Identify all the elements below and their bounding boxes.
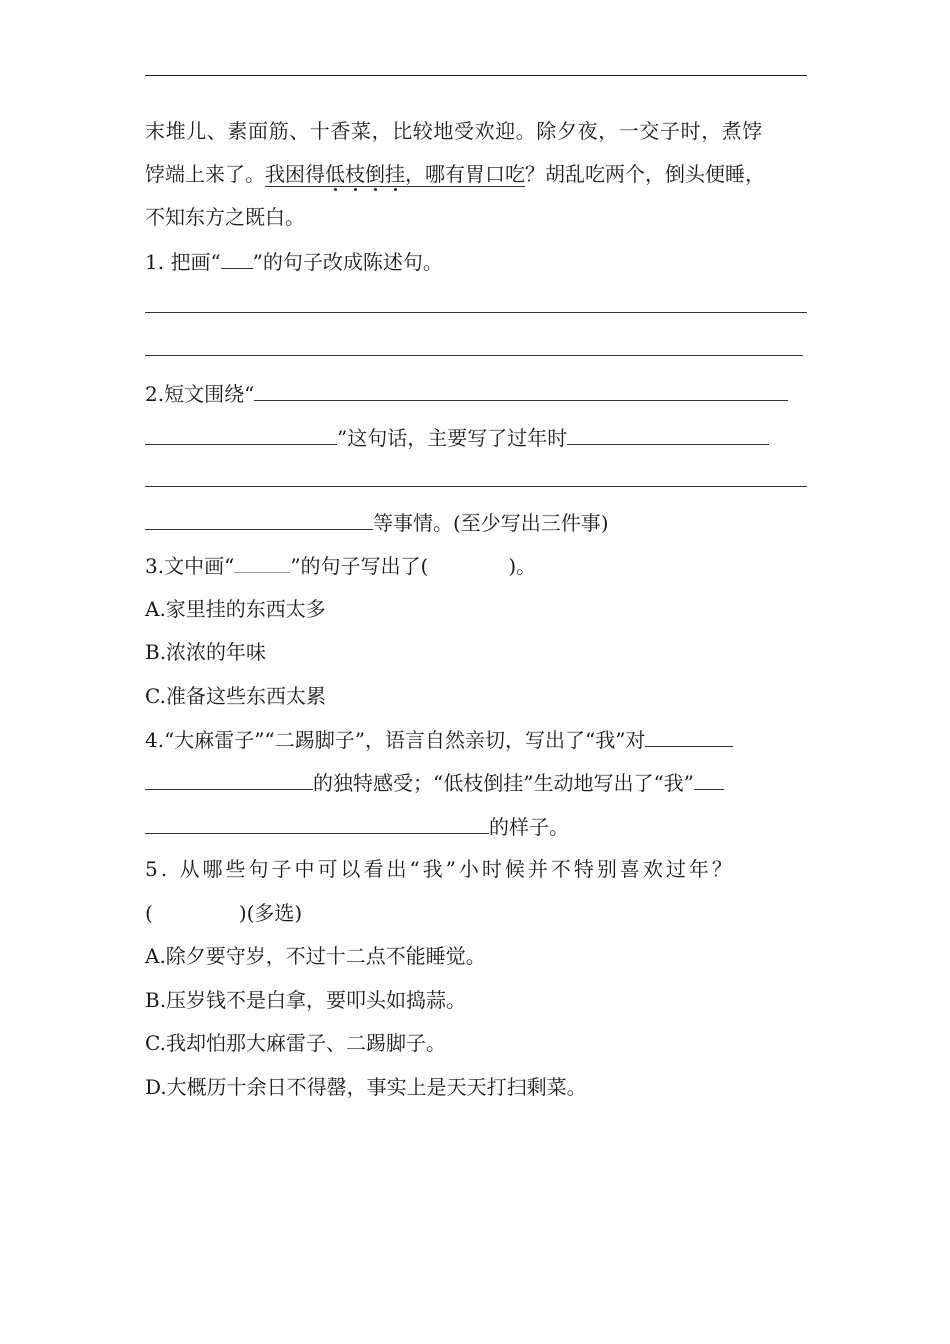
question-2-text-b: ”这句话，主要写了过年时 [337,426,568,450]
passage-line-3-text: 不知东方之既白。 [145,205,305,229]
answer-line-2d[interactable] [145,486,807,487]
question-3-option-b: B.浓浓的年味 [145,640,267,664]
question-5-option-b: B.压岁钱不是白拿，要叩头如捣蒜。 [145,988,467,1012]
answer-blank-2e[interactable] [145,507,373,530]
question-5-option-c: C.我却怕那大麻雷子、二踢脚子。 [145,1031,446,1055]
question-4-line-2 [145,767,807,798]
question-4-line-1 [145,724,807,755]
question-5-option-a: A.除夕要守岁，不过十二点不能睡觉。 [145,944,486,968]
question-2-text-a: 2.短文围绕“ [145,382,255,406]
question-5-text-a: 5. 从哪些句子中可以看出“我”小时候并不特别喜欢过年？ [145,857,735,881]
question-3 [145,550,807,581]
top-rule [145,75,807,76]
passage-line-2 [145,159,807,189]
underline-sample [234,550,290,573]
question-5-option-d: D.大概历十余日不得罄，事实上是天天打扫剩菜。 [145,1075,587,1099]
question-3-option-a: A.家里挂的东西太多 [145,597,326,621]
answer-blank-4c[interactable] [694,767,724,790]
question-3-text-c: )。 [508,554,537,578]
emphasis-char: 挂 [385,162,405,186]
passage-line-2-start: 饽端上来了。 [145,162,265,186]
question-4-line-3 [145,811,807,842]
underlined-sentence: 我困得低枝倒挂，哪有胃口吃 [265,162,525,186]
question-2-line-4 [145,507,807,538]
underline-sample [221,246,253,269]
passage-line-2-end: ？胡乱吃两个，倒头便睡， [525,162,765,186]
question-2-text-c: 等事情。(至少写出三件事) [373,511,609,535]
answer-blank-4a[interactable] [645,724,733,747]
answer-line-1b[interactable] [145,355,803,356]
question-2-line-2 [145,422,807,453]
question-1-text-a: 1. 把画“ [145,250,221,274]
question-5-line-1 [145,854,807,884]
answer-blank-2c[interactable] [567,422,769,445]
question-1-text-b: ”的句子改成陈述句。 [252,250,443,274]
emphasis-char: 低 [325,162,345,186]
question-4-text-b: 的独特感受；“低枝倒挂”生动地写出了“我” [313,771,694,795]
question-4-text-c: 的样子。 [489,815,569,839]
question-1 [145,246,807,277]
emphasis-char: 倒 [365,162,385,186]
passage-line-1 [145,116,807,146]
answer-blank-2a[interactable] [254,378,788,401]
question-5-line-2 [145,898,807,928]
question-3-text-a: 3.文中画“ [145,554,235,578]
question-2-line-1 [145,378,807,409]
passage-line-1-text: 末堆儿、素面筋、十香菜，比较地受欢迎。除夕夜，一交子时，煮饽 [145,119,763,143]
emphasis-char: 枝 [345,162,365,186]
question-3-option-c: C.准备这些东西太累 [145,684,326,708]
answer-blank-4b[interactable] [145,767,313,790]
answer-line-1a[interactable] [145,312,807,313]
question-5-text-c: )(多选) [238,901,303,925]
answer-blank-2b[interactable] [145,422,337,445]
question-4-text-a: 4.“大麻雷子”“二踢脚子”，语言自然亲切，写出了“我”对 [145,728,646,752]
passage-line-3 [145,202,807,232]
answer-blank-4d[interactable] [145,811,489,834]
question-5-text-b: ( [145,901,153,925]
question-3-text-b: ”的句子写出了( [290,554,429,578]
